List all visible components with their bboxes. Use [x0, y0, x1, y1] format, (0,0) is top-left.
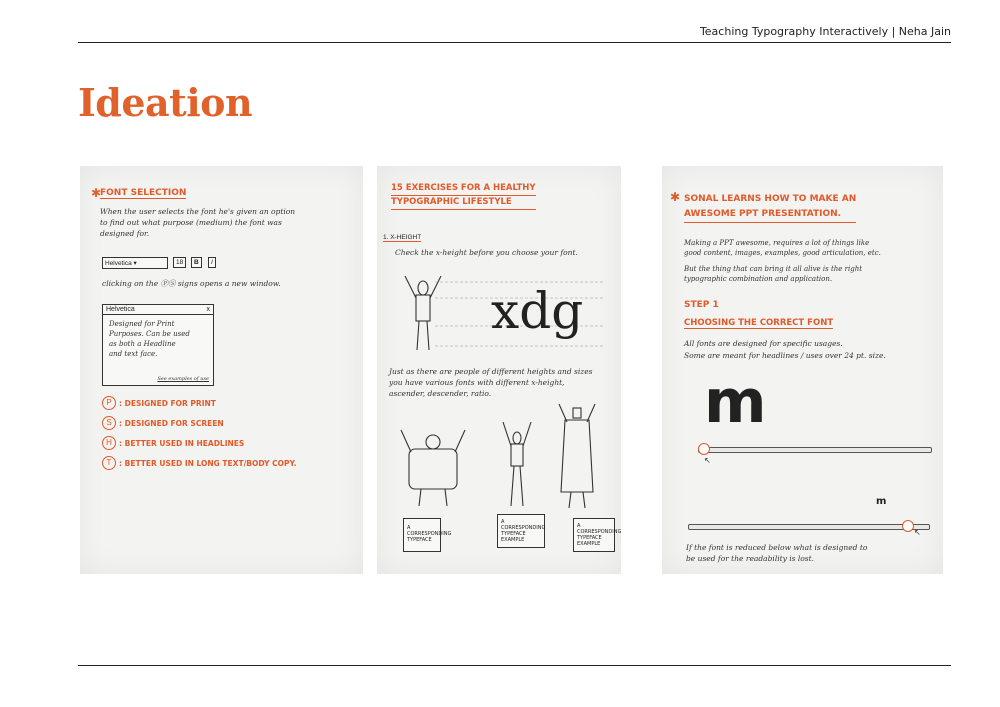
text-icon: T [102, 456, 116, 470]
asterisk-icon: ✱ [91, 186, 102, 200]
print-icon: P [102, 396, 116, 410]
panel2-body: Just as there are people of different heights and sizes you have various fonts with different x-height, ascender, descender, ratio. [389, 367, 593, 398]
panel3-body3: All fonts are designed for specific usages. Some are meant for headlines / uses over 24 pt. size. [684, 339, 886, 360]
cursor-icon: ↖ [914, 528, 921, 537]
figures-illustration [387, 402, 617, 512]
slider-handle-icon[interactable] [902, 520, 914, 532]
panel1-heading: FONT SELECTION [100, 188, 187, 198]
caption-box: A CORRESPONDING TYPEFACE EXAMPLE [497, 514, 545, 548]
wide-figure [401, 430, 465, 506]
panel1-intro: When the user selects the font he's given an option to find out what purpose (medium) the font was designed for. [100, 207, 296, 238]
sketch-panel-exercises [377, 166, 621, 574]
close-icon[interactable]: x [206, 306, 210, 313]
font-dropdown[interactable]: Helvetica ▾ [102, 257, 168, 269]
caption-box: A CORRESPONDING TYPEFACE [403, 518, 441, 552]
caption-box: A CORRESPONDING TYPEFACE EXAMPLE [573, 518, 615, 552]
panel3-body1: Making a PPT awesome, requires a lot of things like good content, images, examples, good articulation, etc. [684, 239, 881, 257]
sketch-panel-ppt [662, 166, 943, 574]
legend-item: H : BETTER USED IN HEADLINES [102, 436, 297, 450]
panel2-heading: 15 EXERCISES FOR A HEALTHY TYPOGRAPHIC LIFESTYLE [391, 182, 536, 210]
italic-button[interactable]: I [208, 257, 216, 268]
asterisk-icon: ✱ [670, 190, 681, 204]
xheight-illustration [395, 266, 615, 358]
click-note: clicking on the ⓅⓈ signs opens a new window. [102, 279, 281, 288]
stick-figure [405, 276, 441, 350]
footer-rule [78, 665, 951, 666]
bold-button[interactable]: B [191, 257, 202, 268]
large-glyph: m [704, 367, 763, 437]
legend-item: P : DESIGNED FOR PRINT [102, 396, 297, 410]
legend-item: T : BETTER USED IN LONG TEXT/BODY COPY. [102, 456, 297, 470]
xheight-instruction: Check the x-height before you choose your font. [395, 248, 578, 257]
slider-handle-icon[interactable] [698, 443, 710, 455]
page-title: Ideation [78, 80, 253, 125]
headline-icon: H [102, 436, 116, 450]
legend-list [102, 396, 297, 470]
panel3-body2: But the thing that can bring it all alive is the right typographic combination and application. [684, 265, 863, 283]
size-field[interactable]: 18 [173, 257, 186, 268]
chevron-down-icon: ▾ [133, 260, 137, 267]
examples-link[interactable]: See examples of use [157, 376, 209, 382]
running-header: Teaching Typography Interactively | Neha Jain [699, 25, 951, 38]
screen-icon: S [102, 416, 116, 430]
panel3-body4: If the font is reduced below what is designed to be used for the readability is lost. [686, 543, 868, 563]
sketch-panel-font-selection [80, 166, 363, 574]
section-label: 1. X-HEIGHT [383, 234, 422, 241]
xheight-sample: xdg [491, 282, 584, 340]
tall-figure [559, 404, 595, 508]
info-popup [102, 304, 214, 386]
popup-title: Helvetica [106, 306, 135, 313]
panel3-heading: SONAL LEARNS HOW TO MAKE AN AWESOME PPT PRESENTATION. [684, 192, 856, 223]
panel3-subheading: CHOOSING THE CORRECT FONT [684, 318, 834, 328]
header-rule [78, 42, 951, 43]
popup-body: Designed for Print Purposes. Can be used as both a Headline and text face. [109, 320, 190, 358]
cursor-icon: ↖ [704, 456, 711, 465]
size-slider-large[interactable] [698, 447, 932, 453]
thin-figure [503, 422, 531, 506]
small-glyph: m [876, 496, 887, 507]
step-label: STEP 1 [684, 300, 719, 310]
legend-item: S : DESIGNED FOR SCREEN [102, 416, 297, 430]
size-slider-small[interactable] [688, 524, 930, 530]
